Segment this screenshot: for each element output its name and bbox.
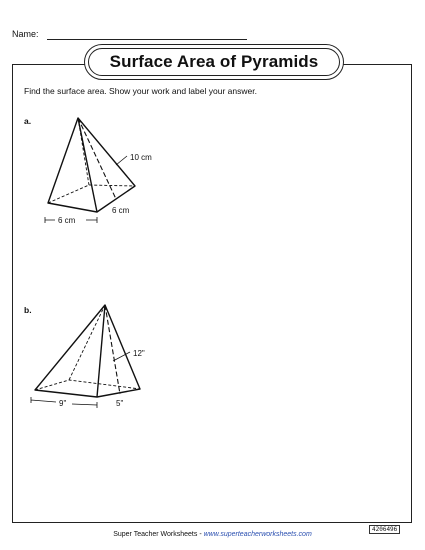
pyramid-a-slant-label: 10 cm	[130, 153, 152, 162]
problem-a-label: a.	[24, 116, 32, 126]
pyramid-b-slant-height	[105, 305, 120, 394]
pyramid-b-width-label: 9"	[59, 399, 67, 408]
pyramid-a-width-label: 6 cm	[58, 216, 76, 225]
name-label: Name:	[12, 29, 39, 39]
instructions: Find the surface area. Show your work and label your answer.	[24, 86, 257, 96]
problem-b-label: b.	[24, 305, 32, 315]
footer-separator: -	[197, 531, 204, 538]
pyramid-b-depth-label: 5"	[116, 399, 124, 408]
pyramid-b-slant-label: 12"	[133, 349, 145, 358]
footer-url-link[interactable]: www.superteacherworksheets.com	[203, 531, 312, 538]
pyramid-a-depth-label: 6 cm	[112, 206, 130, 215]
page-title: Surface Area of Pyramids	[88, 48, 340, 76]
footer-brand: Super Teacher Worksheets	[113, 531, 198, 538]
pyramid-b-hidden-edge	[35, 380, 140, 390]
pyramid-b-edge	[35, 305, 140, 397]
footer	[0, 531, 425, 538]
worksheet-code: 4206496	[369, 525, 400, 534]
